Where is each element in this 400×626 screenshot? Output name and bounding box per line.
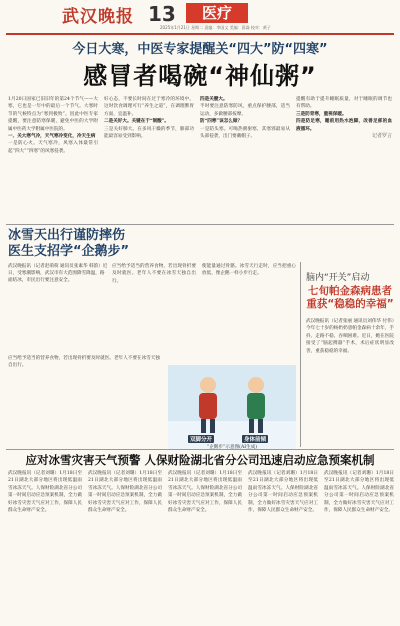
story1-body4: 提醒有助于提升睡眠质量，对于睡眠的调节也有帮助。: [296, 97, 392, 110]
story1-headline: 感冒者喝碗“神仙粥”: [83, 62, 317, 90]
story4-col2: 武汉晚报讯（记者刘珊）1月18日至21日湖北大部分地区将出现低温雨雪冰冻天气。人保财险湖北省分公司第一时间启动应急预案机制，全力做好冰雪灾害天气应对工作，保障人民群众生命财产安全。: [88, 471, 162, 514]
story4-headline: 应对冰雪灾害天气预警 人保财险湖北省分公司迅速启动应急预案机制: [25, 453, 375, 467]
story1-body3b: 一是防头寒。可喝热粥驱寒，其寒邪最易从头部侵袭，出门要戴帽子。: [200, 126, 290, 140]
penguin-walk-illustration: [168, 365, 296, 449]
story1-body3: 半时要注意防寒防风，重点保护腰部，适当运动，多做腰部按摩。: [200, 104, 290, 117]
story1-body1: 一是防心火。天气寒冷，风寒入体最常引起“四大”“四寒”的风寒侵袭。: [8, 141, 98, 154]
illus-label-right: 身体前倾: [244, 437, 267, 443]
story3-kicker: 脑内“开关”启动: [306, 273, 370, 283]
story1-lead: 1月20日国家已旧旧年的第24个节气——大寒，它也是一年中的最后一个节气。大寒时节的气候特点为“寒到极致”。因此中医专家提醒，要注意防寒保暖，避免中医的大学附属中医药大学附属中医院的。: [8, 97, 98, 132]
newspaper-brand: 武汉晚报: [62, 7, 134, 27]
story1-body2: 好心态，不要长时间在过于寒冷的环境中。这时饮食调理可行“养生之道”，在调理脾胃方面，宜温补。: [104, 97, 194, 117]
story1-sub3b: 防“四寒”该怎么做？: [200, 119, 243, 125]
story1-sub1: 一、关大寒气冷，天气寒冷变化，冷天生病: [8, 134, 96, 140]
story2-col2: 应当给予适当的营养食物，若出现骨折要及时就医。老年人不要在冰雪天独自出行。: [112, 264, 196, 284]
page-number: 13: [148, 2, 176, 26]
story3-headline: 七旬帕金森病患者 重获“稳稳的幸福”: [306, 285, 394, 310]
illus-label-left: 双脚分开: [190, 437, 213, 443]
story1-sub4b: 四是防足寒，睡前用热水泡脚，改善足部的血液循环。: [296, 119, 392, 132]
story2-col1-more: 应当给予适当的营养食物，若出现骨折要及时就医。老年人不要在冰雪天独自出行。: [8, 356, 160, 369]
story1-col2: [104, 96, 194, 220]
issue-meta: 2025年1月21日 星期二 责编：李国文 美编：薛淼 校对：黄子: [160, 25, 271, 30]
divider-1: [6, 224, 394, 225]
divider-2: [6, 449, 394, 450]
story1-kicker: 今日大寒，中医专家提醒关“四大”防“四寒”: [72, 42, 328, 57]
story1-reporter: 记者罗言: [371, 133, 392, 140]
story1-col1: [8, 96, 98, 220]
section-label: 医疗: [186, 3, 248, 23]
story1-sub4: 三是防背寒，重视保暖。: [296, 111, 347, 117]
story2-byline: 武汉晚报讯（记者赵萌萌 通讯员张素华 韩韵）近日，受寒潮影响，武汉市有大范围降雪降温，路面结冰，市民出行要注意安全。: [8, 264, 108, 283]
story1-body2b: 三是关好肺大。在多风干燥的季节，肺部功能最容易受到影响。: [104, 126, 194, 140]
story4-col3: 武汉晚报讯（记者刘珊）1月18日至21日湖北大部分地区将出现低温雨雪冰冻天气。人保财险湖北省分公司第一时间启动应急预案机制，全力做好冰雪灾害天气应对工作，保障人民群众生命财产安全。: [168, 471, 242, 514]
story2-kicker: 冰雪天出行谨防摔伤 医生支招学“企鹅步”: [8, 228, 130, 259]
story4-col5: 武汉晚报讯（记者刘珊）1月18日至21日湖北大部分地区将出现低温雨雪冰冻天气。人保财险湖北省分公司第一时间启动应急预案机制，全力做好冰雪灾害天气应对工作，保障人民群众生命财产安全。: [324, 471, 394, 514]
sidebar-divider: [300, 262, 301, 447]
header-rule: [6, 33, 394, 35]
story1-col3: [200, 96, 290, 220]
story1-sub3: 四是关腰大。: [200, 97, 228, 102]
story2-col3: 使能量通过骨骼。冰雪天行走时，应当把重心放低，像企鹅一样小步行走。: [202, 264, 296, 277]
illus-caption: “企鹅步”示意图(AI生成): [206, 445, 258, 450]
story4-col4: 武汉晚报讯（记者刘珊）1月18日至21日湖北大部分地区将出现低温雨雪冰冻天气。人保财险湖北省分公司第一时间启动应急预案机制，全力做好冰雪灾害天气应对工作，保障人民群众生命财产安全。: [248, 471, 318, 514]
story1-col4: [296, 96, 392, 220]
story3-body: 武汉晚报讯（记者张丽 通讯员刘伟华 付伟）今年七十岁的杨奶奶患帕金森病十余年，手抖、走路不稳、吞咽困难。近日，她在医院接受了“脑起搏器”手术，术后症状明显改善，重获稳稳的幸福。: [306, 319, 394, 354]
story1-sub2: 二是关好大。关键在于“制酸”。: [104, 119, 170, 125]
story4-col1: 武汉晚报讯（记者刘珊）1月18日至21日湖北大部分地区将出现低温雨雪冰冻天气。人保财险湖北省分公司第一时间启动应急预案机制，全力做好冰雪灾害天气应对工作，保障人民群众生命财产安全。: [8, 471, 82, 514]
